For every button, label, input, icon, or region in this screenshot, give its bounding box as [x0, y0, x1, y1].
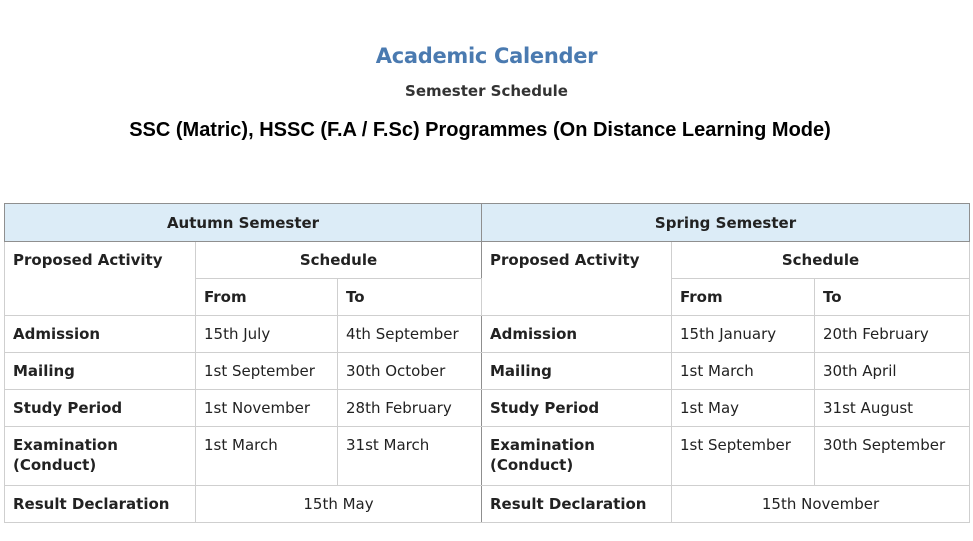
autumn-schedule-header: Schedule	[196, 242, 482, 279]
spring-result-date: 15th November	[672, 486, 970, 523]
autumn-result-date: 15th May	[196, 486, 482, 523]
autumn-to-cell: 4th September	[338, 316, 482, 353]
table-row	[5, 316, 970, 353]
autumn-from-cell: 1st March	[196, 427, 338, 486]
autumn-from-header: From	[196, 279, 338, 316]
spring-to-cell: 30th September	[815, 427, 970, 486]
autumn-semester-header: Autumn Semester	[5, 204, 482, 242]
page-title: Academic Calender	[375, 44, 598, 68]
column-header-row	[5, 242, 970, 279]
page-subtitle: Semester Schedule	[405, 82, 568, 100]
autumn-activity-cell: Examination (Conduct)	[5, 427, 196, 486]
table-row	[5, 390, 970, 427]
autumn-from-cell: 1st September	[196, 353, 338, 390]
spring-from-cell: 1st May	[672, 390, 815, 427]
table-row	[5, 353, 970, 390]
spring-activity-cell: Study Period	[482, 390, 672, 427]
spring-activity-cell: Mailing	[482, 353, 672, 390]
spring-from-header: From	[672, 279, 815, 316]
autumn-activity-cell: Study Period	[5, 390, 196, 427]
spring-from-cell: 15th January	[672, 316, 815, 353]
autumn-to-header: To	[338, 279, 482, 316]
spring-schedule-header: Schedule	[672, 242, 970, 279]
spring-from-cell: 1st September	[672, 427, 815, 486]
spring-from-cell: 1st March	[672, 353, 815, 390]
autumn-activity-header: Proposed Activity	[5, 242, 196, 316]
autumn-from-cell: 15th July	[196, 316, 338, 353]
academic-calendar-table	[4, 203, 970, 523]
autumn-to-cell: 30th October	[338, 353, 482, 390]
semester-header-row	[5, 204, 970, 242]
result-declaration-row	[5, 486, 970, 523]
autumn-to-cell: 28th February	[338, 390, 482, 427]
autumn-activity-cell: Mailing	[5, 353, 196, 390]
autumn-to-cell: 31st March	[338, 427, 482, 486]
table-row	[5, 427, 970, 486]
autumn-result-label: Result Declaration	[5, 486, 196, 523]
spring-to-cell: 20th February	[815, 316, 970, 353]
spring-to-cell: 30th April	[815, 353, 970, 390]
spring-semester-header: Spring Semester	[482, 204, 970, 242]
spring-activity-cell: Admission	[482, 316, 672, 353]
spring-to-header: To	[815, 279, 970, 316]
spring-activity-cell: Examination (Conduct)	[482, 427, 672, 486]
spring-activity-header: Proposed Activity	[482, 242, 672, 316]
spring-result-label: Result Declaration	[482, 486, 672, 523]
programmes-heading: SSC (Matric), HSSC (F.A / F.Sc) Programmes (On Distance Learning Mode)	[129, 119, 831, 141]
autumn-activity-cell: Admission	[5, 316, 196, 353]
autumn-from-cell: 1st November	[196, 390, 338, 427]
spring-to-cell: 31st August	[815, 390, 970, 427]
